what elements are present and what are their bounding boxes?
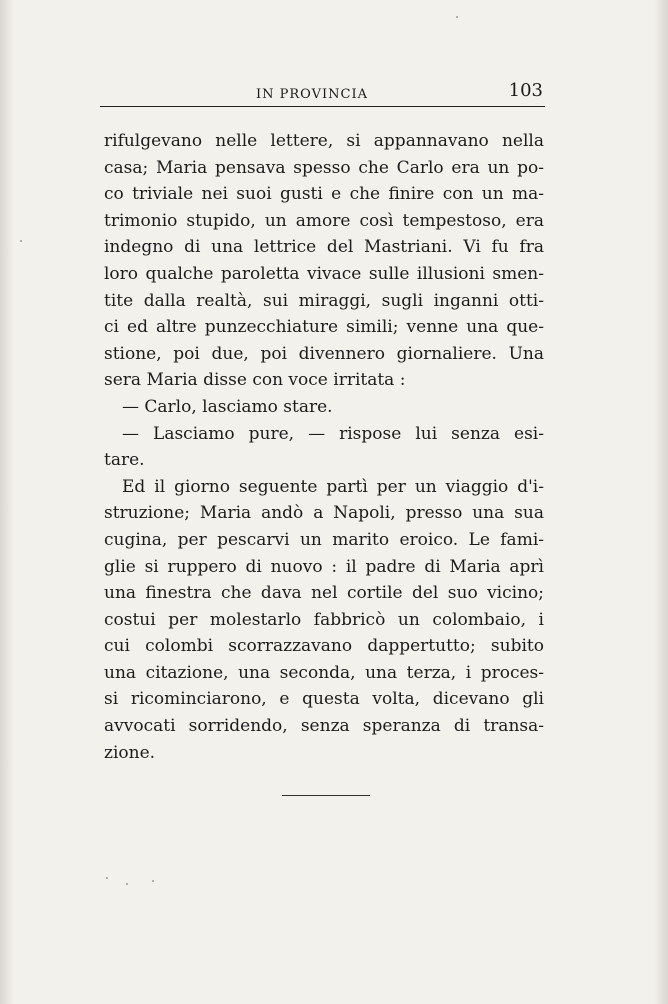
text-line: una finestra che dava nel cortile del suo vicino; xyxy=(104,583,544,604)
text-line: casa; Maria pensava spesso che Carlo era un po- xyxy=(104,157,544,178)
scan-speck xyxy=(456,16,458,18)
text-line: costui per molestarlo fabbricò un colombaio, i xyxy=(104,609,544,630)
scan-speck xyxy=(20,240,22,242)
text-line: indegno di una lettrice del Mastriani. Vi fu fra xyxy=(104,237,544,258)
scan-speck xyxy=(106,877,108,879)
dialogue-line: — Carlo, lasciamo stare. xyxy=(122,396,333,417)
scan-speck xyxy=(126,883,128,885)
paragraph-start-line: Ed il giorno seguente partì per un viaggio d'i- xyxy=(122,476,544,497)
text-line: sera Maria disse con voce irritata : xyxy=(104,370,406,391)
text-line: tare. xyxy=(104,450,145,471)
scan-shadow-left xyxy=(0,0,14,1004)
text-line: tite dalla realtà, sui miraggi, sugli inganni otti- xyxy=(104,290,544,311)
text-line: una citazione, una seconda, una terza, i proces- xyxy=(104,662,544,683)
page-number: 103 xyxy=(508,80,543,101)
text-line: avvocati sorridendo, senza speranza di transa- xyxy=(104,716,544,737)
text-line: cui colombi scorrazzavano dappertutto; subito xyxy=(104,636,544,657)
text-line: si ricominciarono, e questa volta, dicevano gli xyxy=(104,689,544,710)
scan-shadow-right xyxy=(654,0,668,1004)
scan-speck xyxy=(152,880,154,882)
text-line: ci ed altre punzecchiature simili; venne una que- xyxy=(104,317,544,338)
running-title: IN PROVINCIA xyxy=(256,87,368,102)
text-line: loro qualche paroletta vivace sulle illusioni smen- xyxy=(104,263,544,284)
dialogue-line: — Lasciamo pure, — rispose lui senza esi- xyxy=(122,423,544,444)
text-line: cugina, per pescarvi un marito eroico. Le fami- xyxy=(104,529,544,550)
running-header xyxy=(100,78,545,107)
text-line: zione. xyxy=(104,742,156,763)
text-line: trimonio stupido, un amore così tempestoso, era xyxy=(104,210,544,231)
text-line: co triviale nei suoi gusti e che finire con un ma- xyxy=(104,184,544,205)
text-line: glie si ruppero di nuovo : il padre di Maria aprì xyxy=(104,556,544,577)
body-text xyxy=(104,128,544,766)
text-line: rifulgevano nelle lettere, si appannavano nella xyxy=(104,131,544,151)
text-line: stione, poi due, poi divennero giornaliere. Una xyxy=(104,343,544,364)
text-line: struzione; Maria andò a Napoli, presso una sua xyxy=(104,503,544,524)
chapter-end-rule xyxy=(282,795,370,796)
